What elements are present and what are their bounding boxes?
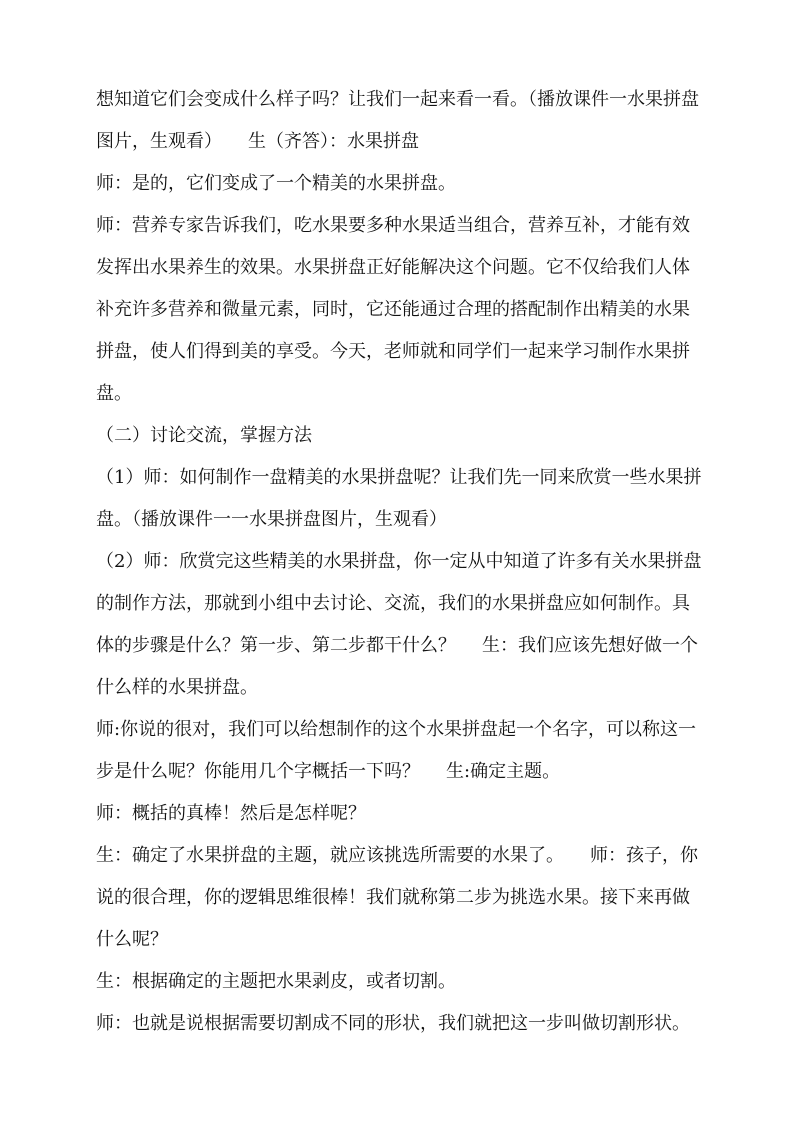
text-line: 师：是的，它们变成了一个精美的水果拼盘。	[96, 173, 456, 194]
text-line: 想知道它们会变成什么样子吗？让我们一起来看一看。（播放课件一水果拼盘	[96, 89, 699, 110]
section-heading: （二）讨论交流，掌握方法	[96, 425, 312, 446]
text-line: （1）师：如何制作一盘精美的水果拼盘呢？让我们先一同来欣赏一些水果拼	[96, 467, 702, 488]
text-segment: 生：确定了水果拼盘的主题，就应该挑选所需要的水果了。	[96, 845, 564, 866]
text-segment: 师：孩子，你	[590, 845, 698, 866]
text-segment: 步是什么呢？你能用几个字概括一下吗？	[96, 761, 420, 782]
text-line	[96, 835, 711, 877]
text-segment: 生:确定主题。	[446, 761, 561, 782]
text-segment: 体的步骤是什么？第一步、第二步都干什么？	[96, 635, 456, 656]
text-line: 师：营养专家告诉我们，吃水果要多种水果适当组合，营养互补，才能有效	[96, 215, 690, 236]
text-line: 补充许多营养和微量元素，同时，它还能通过合理的搭配制作出精美的水果	[96, 299, 690, 320]
text-line: 盘。（播放课件一一水果拼盘图片，生观看）	[96, 509, 447, 530]
text-line: 生：根据确定的主题把水果剥皮，或者切割。	[96, 971, 456, 992]
text-segment: 生：我们应该先想好做一个	[482, 635, 698, 656]
text-line: 盘。	[96, 383, 132, 404]
text-line	[96, 121, 711, 163]
text-line: 说的很合理，你的逻辑思维很棒！我们就称第二步为挑选水果。接下来再做	[96, 887, 690, 908]
text-segment: 生（齐答）：水果拼盘	[248, 131, 419, 152]
text-line	[96, 751, 711, 793]
text-line: 发挥出水果养生的效果。水果拼盘正好能解决这个问题。它不仅给我们人体	[96, 257, 690, 278]
text-line: 师：概括的真棒！然后是怎样呢？	[96, 803, 366, 824]
text-line: （2）师：欣赏完这些精美的水果拼盘，你一定从中知道了许多有关水果拼盘	[96, 551, 702, 572]
text-line: 师:你说的很对，我们可以给想制作的这个水果拼盘起一个名字，可以称这一	[96, 719, 697, 740]
text-line	[96, 625, 711, 667]
text-line: 什么呢？	[96, 929, 168, 950]
text-line: 什么样的水果拼盘。	[96, 677, 258, 698]
text-line: 师：也就是说根据需要切割成不同的形状，我们就把这一步叫做切割形状。	[96, 1013, 690, 1034]
text-line: 拼盘，使人们得到美的享受。今天，老师就和同学们一起来学习制作水果拼	[96, 341, 690, 362]
text-line: 的制作方法，那就到小组中去讨论、交流，我们的水果拼盘应如何制作。具	[96, 593, 690, 614]
text-segment: 图片，生观看）	[96, 131, 222, 152]
